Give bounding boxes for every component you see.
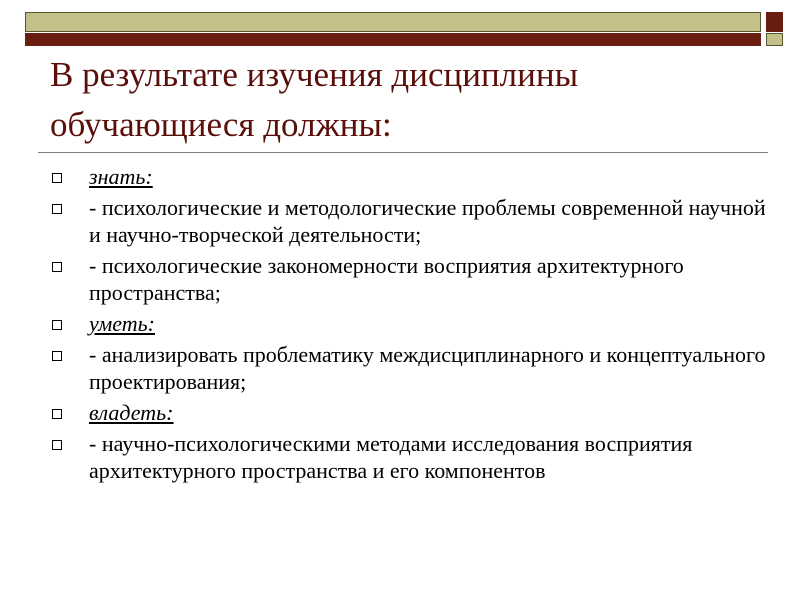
list-item-heading: знать: <box>89 164 153 189</box>
header-olive-bar <box>25 12 761 32</box>
list-item <box>50 399 770 426</box>
slide-title <box>50 50 770 150</box>
hollow-square-bullet-icon <box>52 262 62 272</box>
list-item-text: - анализировать проблематику междисциплинарного и концептуального проектирования; <box>89 342 766 394</box>
hollow-square-bullet-icon <box>52 204 62 214</box>
header-maroon-bar <box>25 33 761 46</box>
hollow-square-bullet-icon <box>52 351 62 361</box>
hollow-square-bullet-icon <box>52 440 62 450</box>
header-corner-square-top <box>766 12 783 32</box>
list-item-text: - психологические закономерности восприятия архитектурного пространства; <box>89 253 684 305</box>
list-item <box>50 252 770 306</box>
bullet-list <box>50 163 770 488</box>
header-corner-square-bottom <box>766 33 783 46</box>
slide-title-line-2: обучающиеся должны: <box>50 105 392 144</box>
list-item-text: - научно-психологическими методами исследования восприятия архитектурного пространства и его компонентов <box>89 431 693 483</box>
list-item <box>50 194 770 248</box>
list-item <box>50 341 770 395</box>
hollow-square-bullet-icon <box>52 409 62 419</box>
list-item <box>50 310 770 337</box>
slide-title-line-1: В результате изучения дисциплины <box>50 55 579 94</box>
title-divider <box>38 152 768 153</box>
list-item-heading: уметь: <box>89 311 155 336</box>
list-item <box>50 163 770 190</box>
list-item <box>50 430 770 484</box>
hollow-square-bullet-icon <box>52 320 62 330</box>
list-item-text: - психологические и методологические проблемы современной научной и научно-творческой деятельности; <box>89 195 766 247</box>
list-item-heading: владеть: <box>89 400 174 425</box>
hollow-square-bullet-icon <box>52 173 62 183</box>
